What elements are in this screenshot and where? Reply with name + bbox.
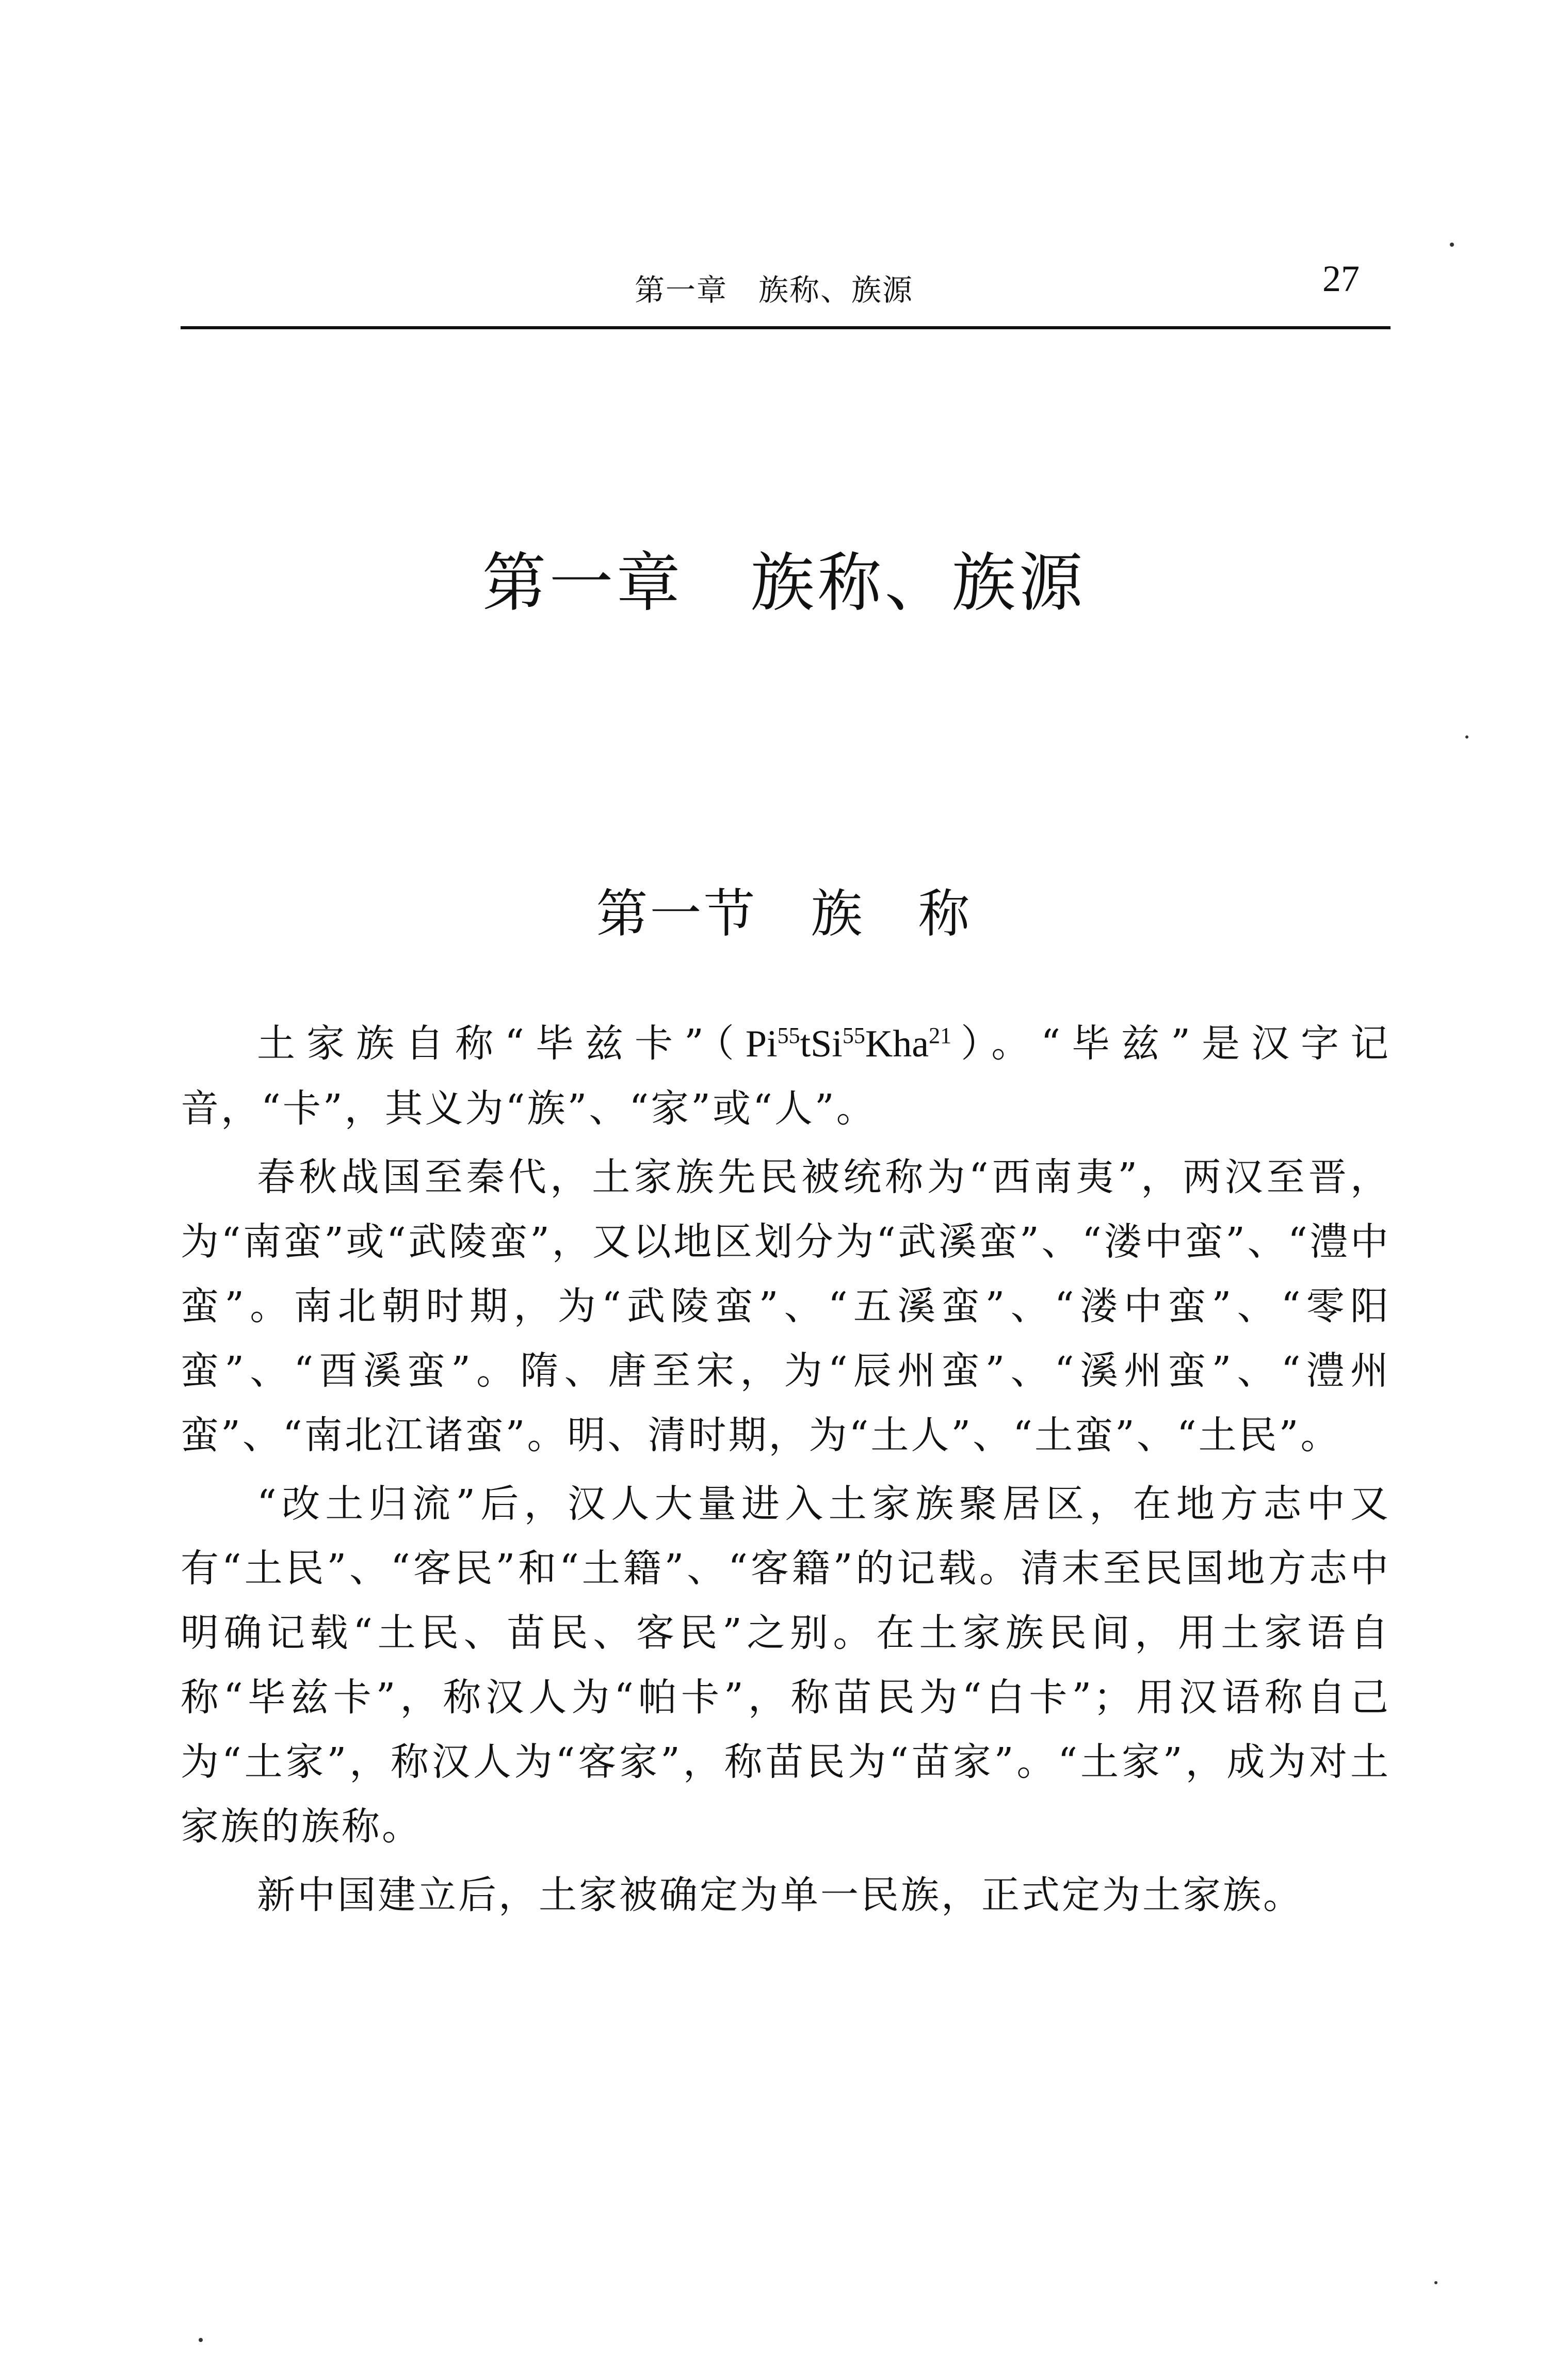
paragraph-historical-names: 春秋战国至秦代，土家族先民被统称为“西南夷”，两汉至晋，为“南蛮”或“武陵蛮”，又以地区划分为“武溪蛮”、“溇中蛮”、“澧中蛮”。南北朝时期，为“武陵蛮”、“五溪蛮”、“溇中蛮”、“零阳蛮”、“酉溪蛮”。隋、唐至宋，为“辰州蛮”、“溪州蛮”、“澧州蛮”、“南北江诸蛮”。明、清时期，为“土人”、“土蛮”、“土民”。 bbox=[181, 1155, 1391, 1457]
paragraph-self-name-after: ）。“毕兹”是汉字记音，“卡”，其义为“族”、“家”或“人”。 bbox=[181, 1021, 1391, 1131]
phonetic-transcription bbox=[746, 1023, 951, 1065]
paragraph-self-name-before: 土家族自称“毕兹卡”（ bbox=[257, 1021, 746, 1066]
phonetic-tone-3: 21 bbox=[929, 1023, 952, 1048]
phonetic-tone-1: 55 bbox=[777, 1023, 800, 1048]
paragraph-new-china: 新中国建立后，土家被确定为单一民族，正式定为土家族。 bbox=[257, 1873, 1303, 1917]
phonetic-syllable-2: tSi bbox=[800, 1023, 843, 1065]
running-head-title: 第一章 族称、族源 bbox=[635, 272, 914, 308]
section-title: 第一节 族 称 bbox=[596, 884, 972, 944]
scan-speck bbox=[199, 2338, 203, 2342]
scan-speck bbox=[1450, 243, 1454, 247]
scan-speck bbox=[1465, 735, 1468, 739]
running-head bbox=[181, 258, 1391, 317]
paragraph-self-name bbox=[181, 1012, 1391, 1141]
header-rule bbox=[181, 326, 1391, 329]
phonetic-tone-2: 55 bbox=[842, 1023, 865, 1048]
phonetic-syllable-1: Pi bbox=[745, 1023, 778, 1065]
scan-speck bbox=[1434, 2281, 1437, 2284]
page-number: 27 bbox=[1322, 258, 1360, 299]
phonetic-syllable-3: Kha bbox=[865, 1023, 929, 1065]
chapter-title: 第一章 族称、族源 bbox=[482, 546, 1086, 620]
body-text bbox=[181, 1012, 1391, 1928]
paragraph-after-reform: “改土归流”后，汉人大量进入土家族聚居区，在地方志中又有“土民”、“客民”和“土籍”、“客籍”的记载。清末至民国地方志中明确记载“土民、苗民、客民”之别。在土家族民间，用土家语自称“毕兹卡”，称汉人为“帕卡”，称苗民为“白卡”；用汉语称自己为“土家”，称汉人为“客家”，称苗民为“苗家”。“土家”，成为对土家族的族称。 bbox=[181, 1482, 1391, 1849]
